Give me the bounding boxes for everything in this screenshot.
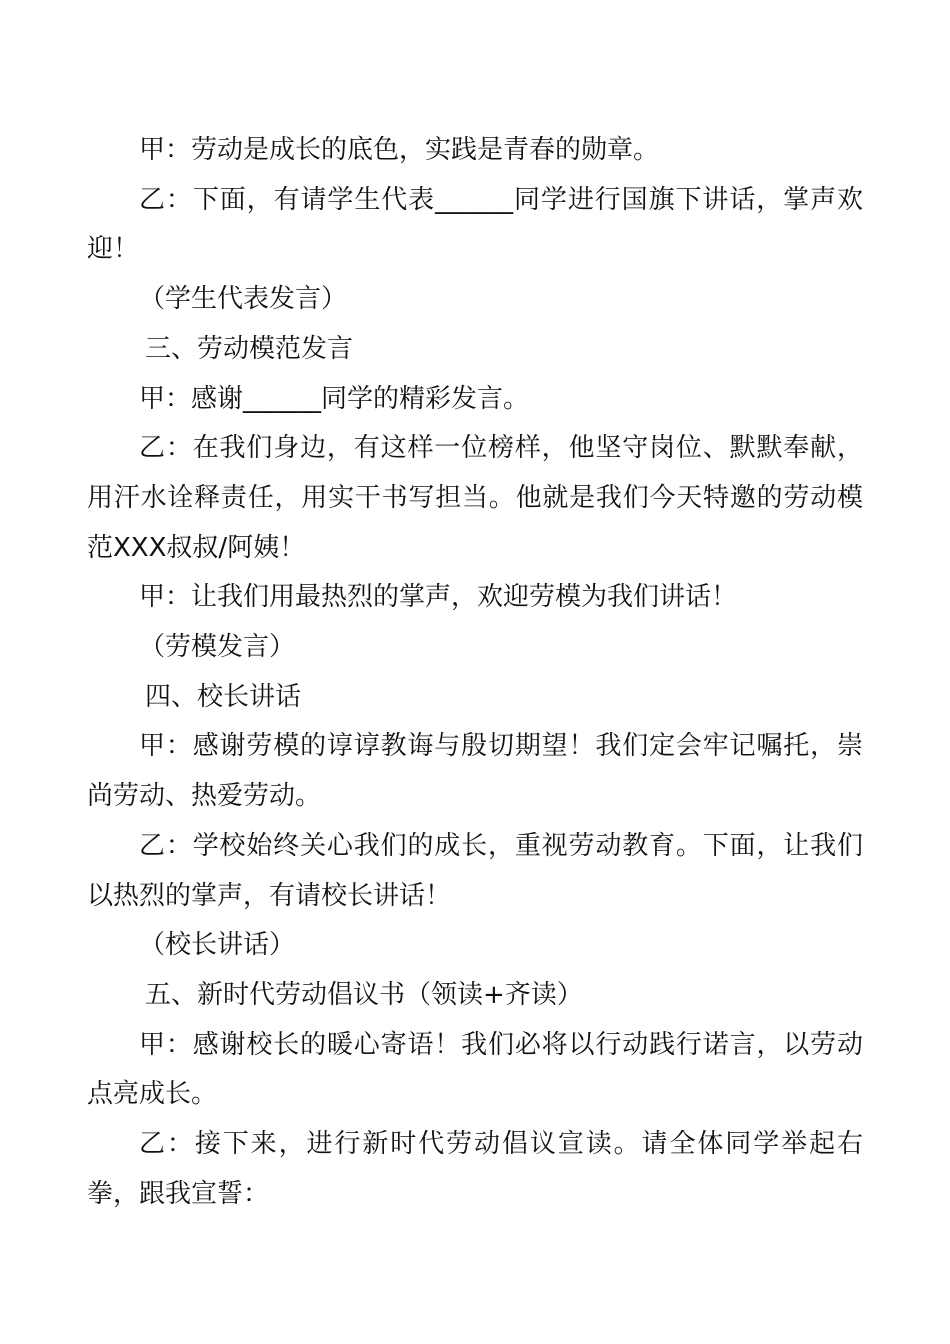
dialogue-paragraph: 乙：接下来，进行新时代劳动倡议宣读。请全体同学举起右拳，跟我宣誓： xyxy=(87,1129,863,1209)
section-heading: 三、劳动模范发言 xyxy=(145,333,354,364)
dialogue-paragraph: 甲：感谢______同学的精彩发言。 xyxy=(139,383,530,414)
dialogue-paragraph: 甲：感谢校长的暖心寄语！我们必将以行动践行诺言，以劳动点亮成长。 xyxy=(87,1029,863,1110)
stage-direction: （校长讲话） xyxy=(139,930,296,961)
dialogue-paragraph: 乙：在我们身边，有这样一位榜样，他坚守岗位、默默奉献，用汗水诠释责任，用实干书写担当。他就是我们今天特邀的劳动模范XXX叔叔/阿姨！ xyxy=(87,433,863,563)
document-body xyxy=(87,126,863,1219)
dialogue-paragraph: 甲：让我们用最热烈的掌声，欢迎劳模为我们讲话！ xyxy=(139,582,738,613)
section-heading: 四、校长讲话 xyxy=(145,681,302,712)
section-heading: 五、新时代劳动倡议书（领读+齐读） xyxy=(145,979,583,1010)
stage-direction: （学生代表发言） xyxy=(139,284,348,315)
dialogue-paragraph: 乙：学校始终关心我们的成长，重视劳动教育。下面，让我们以热烈的掌声，有请校长讲话！ xyxy=(87,830,863,911)
dialogue-paragraph: 乙：下面，有请学生代表______同学进行国旗下讲话，掌声欢迎！ xyxy=(87,184,863,265)
stage-direction: （劳模发言） xyxy=(139,632,296,663)
dialogue-paragraph: 甲：感谢劳模的谆谆教诲与殷切期望！我们定会牢记嘱托，崇尚劳动、热爱劳动。 xyxy=(87,731,863,812)
dialogue-paragraph: 甲：劳动是成长的底色，实践是青春的勋章。 xyxy=(139,135,660,165)
